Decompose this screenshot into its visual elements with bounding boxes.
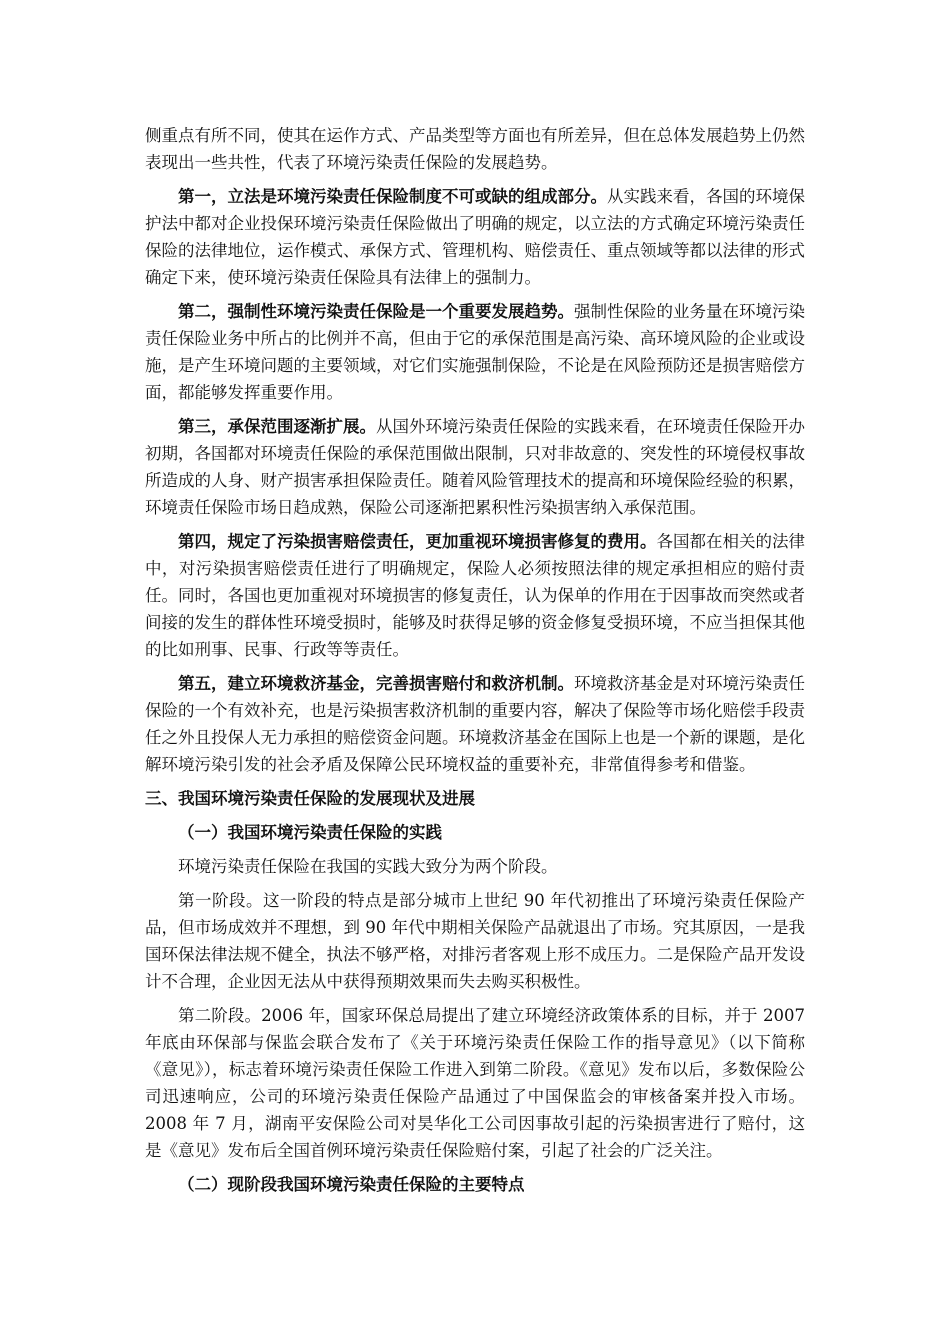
document-body xyxy=(145,122,805,1205)
point-lead-3: 第三，承保范围逐渐扩展。 xyxy=(178,417,376,436)
point-lead-2: 第二，强制性环境污染责任保险是一个重要发展趋势。 xyxy=(178,302,574,321)
point-text-1: 从实践来看，各国的环境保护法中都对企业投保环境污染责任保险做出了明确的规定，以立法的方式确定环境污染责任保险的法律地位，运作模式、承保方式、管理机构、赔偿责任、重点领域等都以法律的形式确定下来，使环境污染责任保险具有法律上的强制力。 xyxy=(145,187,805,287)
practice-paragraph-3: 第二阶段。2006 年，国家环保总局提出了建立环境经济政策体系的目标，并于 2007 年底由环保部与保监会联合发布了《关于环境污染责任保险工作的指导意见》（以下简称《意见》），标志着环境污染责任保险工作进入到第二阶段。《意见》发布以后，多数保险公司迅速响应，公司的环境污染责任保险产品通过了中国保监会的审核备案并投入市场。2008 年 7 月，湖南平安保险公司对昊华化工公司因事故引起的污染损害进行了赔付，这是《意见》发布后全国首例环境污染责任保险赔付案，引起了社会的广泛关注。 xyxy=(145,1006,805,1160)
point-paragraph-5 xyxy=(145,670,805,778)
practice-paragraph-1: 环境污染责任保险在我国的实践大致分为两个阶段。 xyxy=(178,857,558,876)
continuation-paragraph: 侧重点有所不同，使其在运作方式、产品类型等方面也有所差异，但在总体发展趋势上仍然表现出一些共性，代表了环境污染责任保险的发展趋势。 xyxy=(145,126,805,172)
point-paragraph-2 xyxy=(145,298,805,406)
practice-paragraph-2: 第一阶段。这一阶段的特点是部分城市上世纪 90 年代初推出了环境污染责任保险产品，但市场成效并不理想，到 90 年代中期相关保险产品就退出了市场。究其原因，一是我国环保法律法规不健全，执法不够严格，对排污者客观上形不成压力。二是保险产品开发设计不合理，企业因无法从中获得预期效果而失去购买积极性。 xyxy=(145,891,805,991)
section-3-heading: 三、我国环境污染责任保险的发展现状及进展 xyxy=(145,789,475,808)
point-lead-4: 第四，规定了污染损害赔偿责任，更加重视环境损害修复的费用。 xyxy=(178,532,657,551)
point-lead-1: 第一，立法是环境污染责任保险制度不可或缺的组成部分。 xyxy=(178,187,607,206)
point-paragraph-1 xyxy=(145,183,805,291)
point-paragraph-4 xyxy=(145,528,805,663)
subsection-1-heading: （一）我国环境污染责任保险的实践 xyxy=(178,823,442,842)
subsection-2-heading: （二）现阶段我国环境污染责任保险的主要特点 xyxy=(178,1175,525,1194)
point-text-4: 各国都在相关的法律中，对污染损害赔偿责任进行了明确规定，保险人必须按照法律的规定承担相应的赔付责任。同时，各国也更加重视对环境损害的修复责任，认为保单的作用在于因事故而突然或者间接的发生的群体性环境受损时，能够及时获得足够的资金修复受损环境，不应当担保其他的比如刑事、民事、行政等等责任。 xyxy=(145,532,805,659)
point-text-5: 环境救济基金是对环境污染责任保险的一个有效补充，也是污染损害救济机制的重要内容，解决了保险等市场化赔偿手段责任之外且投保人无力承担的赔偿资金问题。环境救济基金在国际上也是一个新的课题，是化解环境污染引发的社会矛盾及保障公民环境权益的重要补充，非常值得参考和借鉴。 xyxy=(145,674,805,774)
point-text-3: 从国外环境污染责任保险的实践来看，在环境责任保险开办初期，各国都对环境责任保险的承保范围做出限制，只对非故意的、突发性的环境侵权事故所造成的人身、财产损害承担保险责任。随着风险管理技术的提高和环境保险经验的积累，环境责任保险市场日趋成熟，保险公司逐渐把累积性污染损害纳入承保范围。 xyxy=(145,417,805,517)
point-paragraph-3 xyxy=(145,413,805,521)
point-lead-5: 第五，建立环境救济基金，完善损害赔付和救济机制。 xyxy=(178,674,574,693)
point-text-2: 强制性保险的业务量在环境污染责任保险业务中所占的比例并不高，但由于它的承保范围是高污染、高环境风险的企业或设施，是产生环境问题的主要领域，对它们实施强制保险，不论是在风险预防还是损害赔偿方面，都能够发挥重要作用。 xyxy=(145,302,805,402)
